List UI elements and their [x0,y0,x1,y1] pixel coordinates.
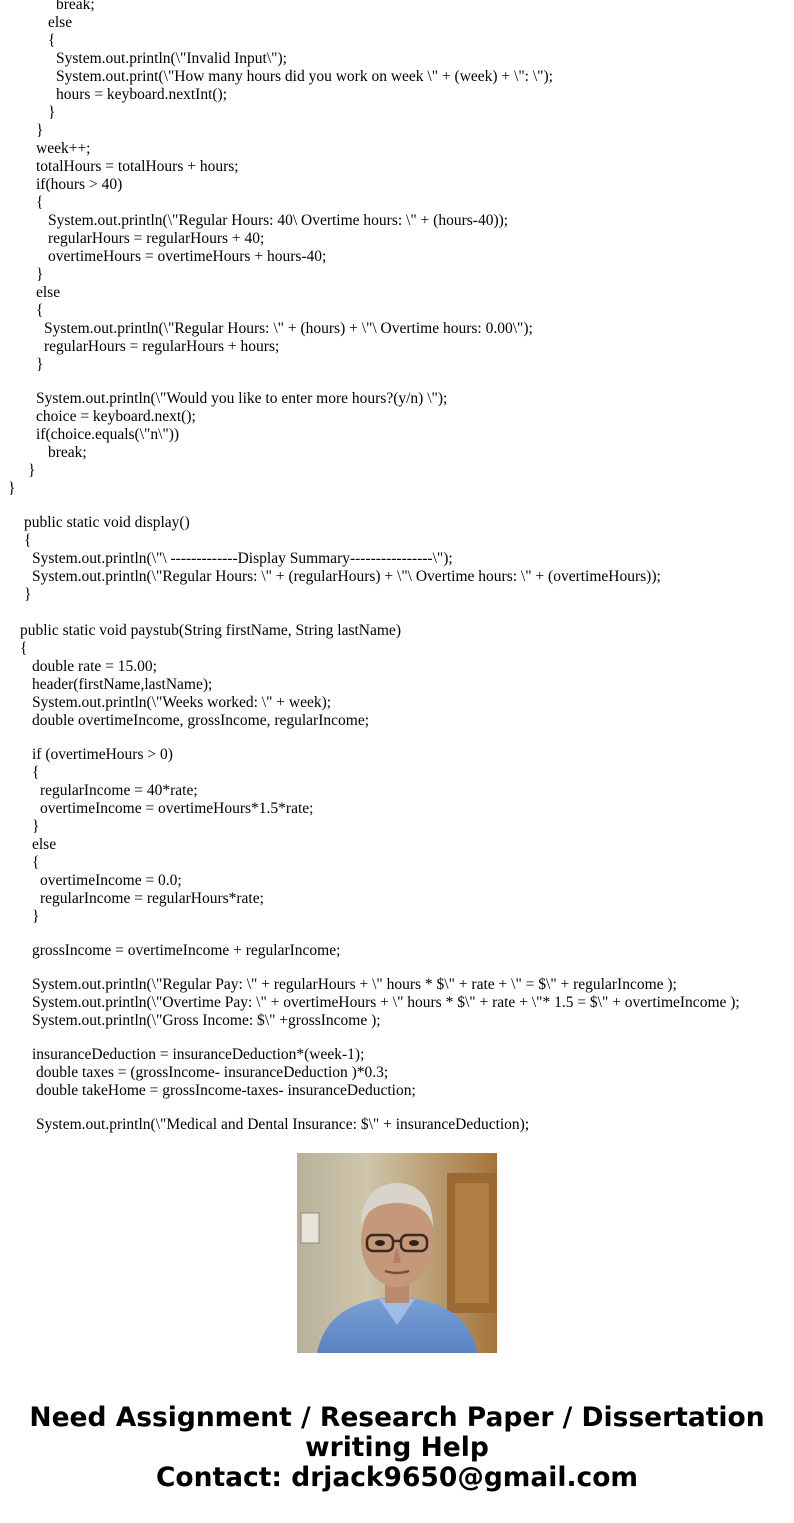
code-line: } [24,586,32,603]
code-line: totalHours = totalHours + hours; [36,158,239,175]
code-line: double rate = 15.00; [32,658,157,675]
code-line: overtimeHours = overtimeHours + hours-40; [48,248,327,265]
code-line: overtimeIncome = overtimeHours*1.5*rate; [40,800,314,817]
code-line: public static void display() [24,514,190,531]
code-line: System.out.println(\"Gross Income: $\" +grossIncome ); [32,1012,381,1029]
code-line: else [36,284,61,301]
code-line: System.out.println(\"Overtime Pay: \" + overtimeHours + \" hours * $\" + rate + \"* 1.5 = $\" + overtimeIncome ); [32,994,740,1011]
code-line: } [28,462,36,479]
code-line: System.out.println(\"Weeks worked: \" + week); [32,694,332,711]
code-line: public static void paystub(String firstName, String lastName) [20,622,401,639]
code-line: grossIncome = overtimeIncome + regularIncome; [32,942,341,959]
code-line: regularIncome = 40*rate; [40,782,198,799]
code-line: System.out.println(\"Invalid Input\"); [56,50,287,67]
code-line: } [36,266,44,283]
code-line: if (overtimeHours > 0) [32,746,173,763]
code-line: } [32,818,40,835]
code-line: double takeHome = grossIncome-taxes- insuranceDeduction; [36,1082,416,1099]
code-line: { [36,194,44,211]
code-line: if(hours > 40) [36,176,123,193]
code-line: insuranceDeduction = insuranceDeduction*(week-1); [32,1046,365,1063]
code-line: overtimeIncome = 0.0; [40,872,182,889]
code-line: else [32,836,57,853]
code-line: { [32,854,40,871]
code-line: System.out.println(\"Regular Pay: \" + regularHours + \" hours * $\" + rate + \" = $\" + regularIncome ); [32,976,677,993]
code-line: } [32,908,40,925]
code-line: break; [56,0,95,13]
person-portrait-icon [297,1153,497,1353]
code-line: } [48,104,56,121]
code-line: System.out.println(\"Medical and Dental Insurance: $\" + insuranceDeduction); [36,1116,530,1133]
code-line: double overtimeIncome, grossIncome, regularIncome; [32,712,370,729]
code-line: if(choice.equals(\"n\")) [36,426,180,443]
code-line: regularHours = regularHours + 40; [48,230,265,247]
code-line: else [48,14,73,31]
code-line: double taxes = (grossIncome- insuranceDeduction )*0.3; [36,1064,389,1081]
code-line: choice = keyboard.next(); [36,408,196,425]
code-line: { [48,32,56,49]
code-line: regularIncome = regularHours*rate; [40,890,264,907]
code-line: } [36,356,44,373]
code-line: { [36,302,44,319]
contact-banner [0,1403,794,1493]
code-line: System.out.println(\"\ -------------Display Summary----------------\"); [32,550,453,567]
code-line: week++; [36,140,91,157]
avatar [297,1153,497,1353]
code-line: System.out.println(\"Would you like to enter more hours?(y/n) \"); [36,390,448,407]
code-line: } [8,480,16,497]
code-line: hours = keyboard.nextInt(); [56,86,228,103]
code-line: { [24,532,32,549]
code-line: break; [48,444,87,461]
code-line: } [36,122,44,139]
code-line: regularHours = regularHours + hours; [44,338,280,355]
banner-contact-email: Contact: drjack9650@gmail.com [155,1462,639,1493]
code-line: System.out.print(\"How many hours did you work on week \" + (week) + \": \"); [56,68,553,85]
code-line: { [32,764,40,781]
code-line: System.out.println(\"Regular Hours: \" + (hours) + \"\ Overtime hours: 0.00\"); [44,320,533,337]
code-line: System.out.println(\"Regular Hours: \" + (regularHours) + \"\ Overtime hours: \" + (overtimeHours)); [32,568,661,585]
banner-line-2: writing Help [305,1432,489,1463]
code-line: { [20,640,28,657]
code-line: header(firstName,lastName); [32,676,213,693]
banner-line-1: Need Assignment / Research Paper / Dissertation [29,1402,765,1433]
code-line: System.out.println(\"Regular Hours: 40\ Overtime hours: \" + (hours-40)); [48,212,509,229]
